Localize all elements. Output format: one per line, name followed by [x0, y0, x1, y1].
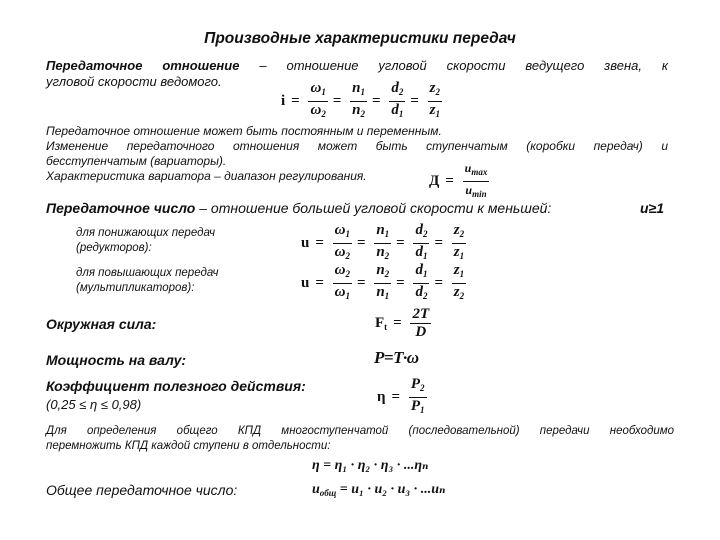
fraction-omega: $\frac{\omega_1}{\omega_2}$ [308, 80, 327, 123]
multiplier-formula: u = $\frac{\omega_2}{\omega_1}$ = $\frac{n_2}{n_1}$ = $\frac{d_1}{d_2}$ = $\frac{z_1}{z_2}$ [298, 262, 468, 305]
fraction-n: $\frac{n_1}{n_2}$ [350, 80, 367, 123]
power-formula: P=T·ω [374, 348, 419, 367]
gear-number-term: Передаточное число [46, 200, 196, 216]
gear-number-definition-text: – отношение большей угловой скорости к меньшей: [195, 200, 552, 216]
total-ratio-label: Общее передаточное число: [46, 482, 238, 498]
gear-number-definition [46, 200, 551, 216]
efficiency-formula: η = $\frac{P_2}{P_1}$ [374, 376, 429, 419]
page-title: Производные характеристики передач [204, 30, 516, 47]
fraction-z: $\frac{z_2}{z_1}$ [428, 80, 442, 123]
multistage-formula: η = η₁ · η₂ · η₃ · ...ηₙ [312, 458, 429, 473]
gear-ratio-term: Передаточное отношение [46, 58, 240, 73]
efficiency-range: (0,25 ≤ η ≤ 0,98) [46, 397, 142, 412]
multistage-text: Для определения общего КПД многоступенчатой (последовательной) передачи необходимо перемножить КПД каждой ступени в отдельности: [46, 425, 674, 452]
range-formula: Д = $\frac{u_{max}}{u_{min}}$ [426, 160, 491, 203]
total-ratio-formula: $u_{общ} = u_1 \cdot u_2 \cdot u_3 \cdot ...u_n$ [312, 482, 446, 498]
note-stepped-line2: бесступенчатым (вариаторы). [46, 154, 227, 168]
reducer-label: для понижающих передач (редукторов): [76, 227, 216, 254]
gear-number-condition: u≥1 [640, 200, 665, 216]
note-stepped-line1: Изменение передаточного отношения может быть ступенчатым (коробки передач) и [46, 139, 668, 153]
gear-ratio-definition-line2: угловой скорости ведомого. [46, 74, 222, 89]
gear-ratio-formula: i = $\frac{\omega_1}{\omega_2}$ = $\frac{n_1}{n_2}$ = $\frac{d_2}{d_1}$ = $\frac{z_2}{z_1}$ [278, 80, 444, 123]
gear-ratio-definition-line1 [46, 58, 668, 74]
note-constant-variable: Передаточное отношение может быть постоянным и переменным. [46, 124, 442, 138]
efficiency-label: Коэффициент полезного действия: [46, 378, 306, 394]
reducer-formula: u = $\frac{\omega_1}{\omega_2}$ = $\frac{n_1}{n_2}$ = $\frac{d_2}{d_1}$ = $\frac{z_2}{z_1}$ [298, 222, 468, 265]
force-formula: $F_t$ = $\frac{2T}{D}$ [375, 306, 430, 340]
gear-ratio-definition-text: – отношение угловой скорости ведущего звена, к [239, 58, 668, 73]
multiplier-label: для повышающих передач (мультипликаторов): [76, 267, 219, 294]
force-label: Окружная сила: [46, 316, 157, 332]
fraction-d: $\frac{d_2}{d_1}$ [389, 80, 405, 123]
note-variator: Характеристика вариатора – диапазон регулирования. [46, 169, 367, 183]
formula-lhs: i [281, 93, 286, 109]
power-label: Мощность на валу: [46, 352, 187, 368]
gear-ratio-notes [46, 124, 668, 184]
